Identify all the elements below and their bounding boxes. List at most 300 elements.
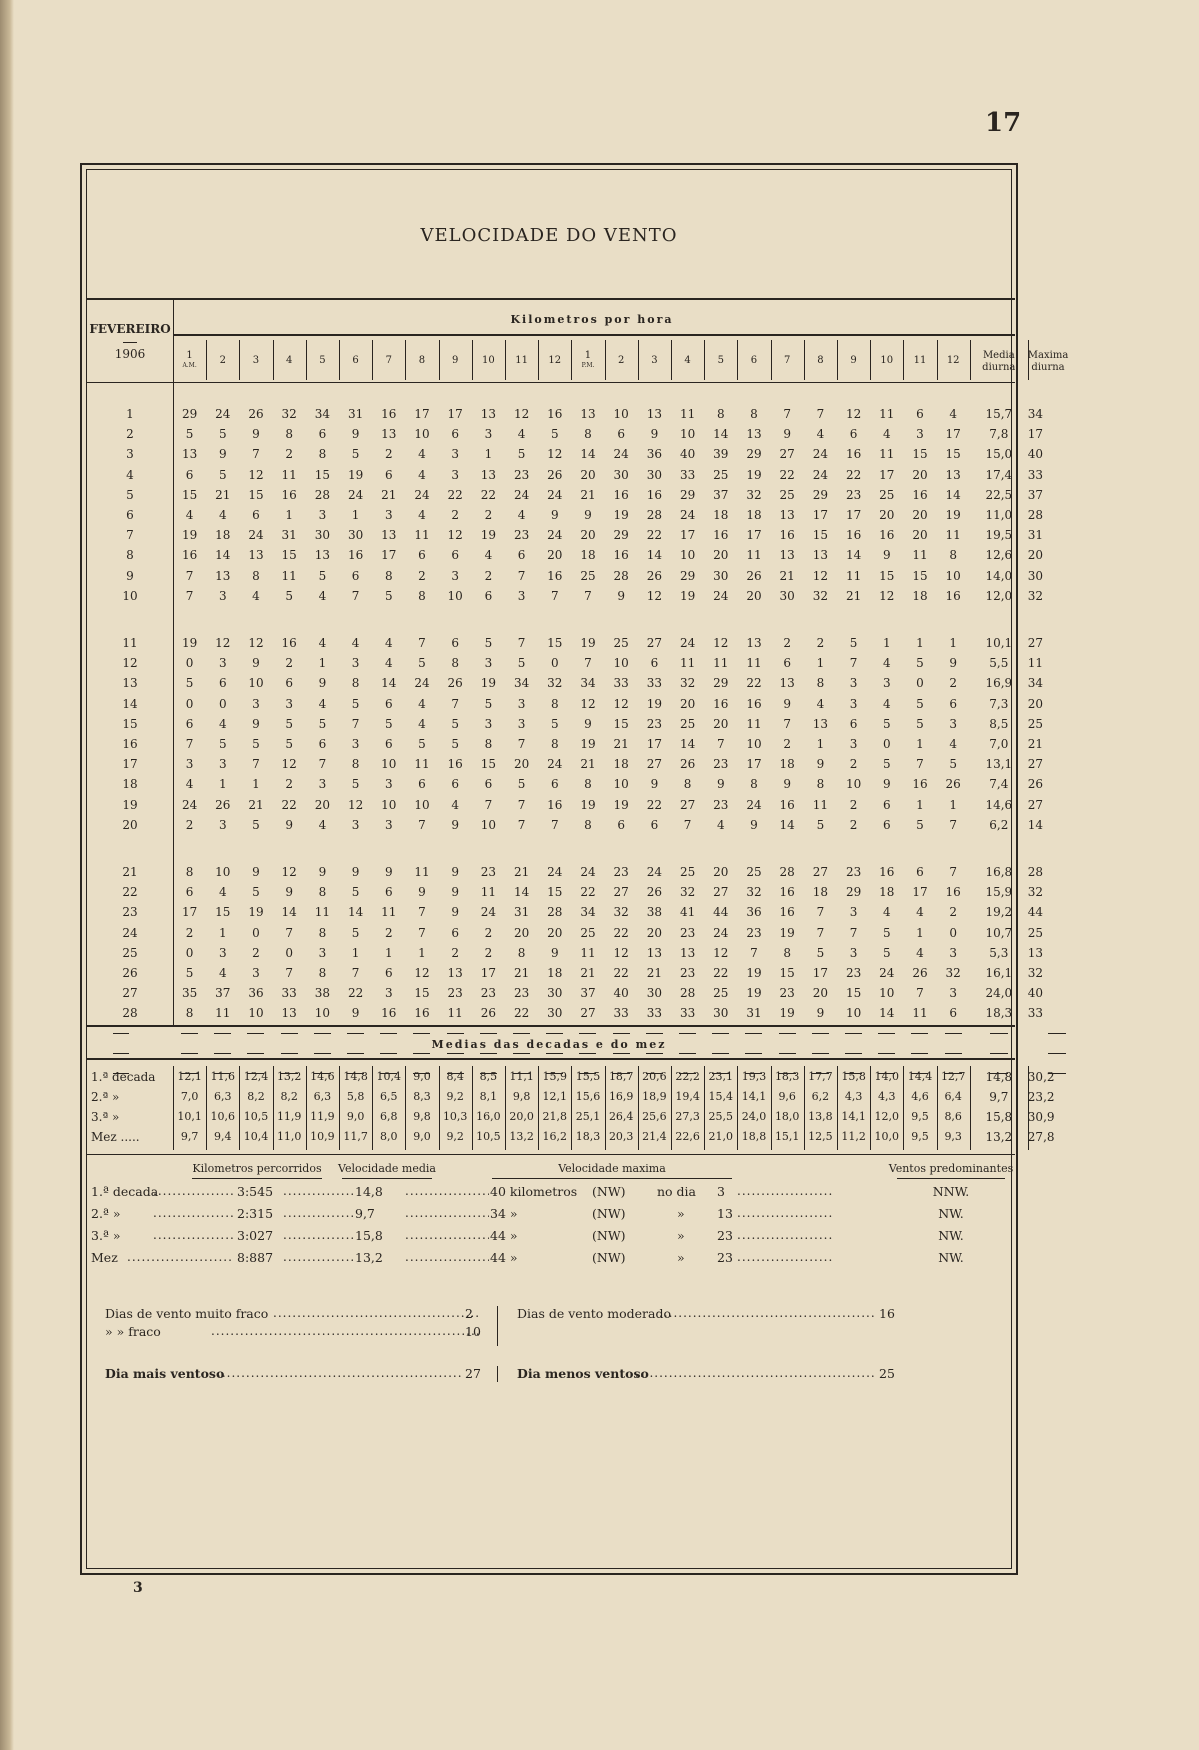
hourly-value: 6 <box>418 548 426 563</box>
hourly-value: 19 <box>181 636 198 650</box>
hourly-value: 1 <box>351 945 360 960</box>
units-header: Kilometros por hora <box>510 313 674 326</box>
hourly-value: 10 <box>945 568 961 583</box>
daily-max: 27 <box>1027 636 1044 650</box>
hourly-value: 4 <box>218 508 227 522</box>
summary-day: 13 <box>717 1206 733 1221</box>
hourly-value: 10 <box>447 588 463 603</box>
hourly-value: 28 <box>547 905 563 920</box>
daily-max: 44 <box>1027 905 1044 920</box>
hourly-value: 15 <box>181 487 198 502</box>
hourly-value: 10 <box>679 427 696 442</box>
hour-value: 12 <box>946 355 960 366</box>
day-number: 17 <box>122 757 138 772</box>
hourly-value: 16 <box>547 797 563 812</box>
empty-cell-dash <box>546 1053 563 1054</box>
empty-cell-dash <box>812 1033 829 1034</box>
hourly-value: 16 <box>281 636 297 650</box>
hourly-value: 3 <box>517 588 526 603</box>
hourly-value: 24 <box>746 797 762 812</box>
daily-max: 17 <box>1027 427 1044 442</box>
decade-hour-mean: 23,1 <box>708 1070 734 1083</box>
hourly-value: 30 <box>347 528 364 543</box>
decade-hour-mean: 8,3 <box>413 1090 431 1103</box>
hourly-value: 8 <box>318 925 327 940</box>
hourly-value: 29 <box>679 568 696 583</box>
hourly-value: 2 <box>484 925 493 940</box>
hourly-value: 2 <box>285 656 293 671</box>
hour-col-sep <box>638 340 639 380</box>
decade-hour-mean: 18,3 <box>575 1130 601 1143</box>
decade-hour-mean: 11,9 <box>310 1110 335 1123</box>
daily-mean: 14,0 <box>985 568 1013 583</box>
decade-hour-mean: 12,1 <box>542 1090 568 1103</box>
decade-label: 1.ª decada <box>91 1070 156 1084</box>
hourly-value: 6 <box>451 925 459 940</box>
hourly-value: 8 <box>750 407 758 421</box>
hourly-value: 28 <box>646 508 663 522</box>
summary-km: 3:545 <box>237 1184 274 1199</box>
hourly-value: 24 <box>513 487 530 502</box>
hourly-value: 40 <box>613 986 629 1001</box>
hourly-value: 3 <box>318 777 327 792</box>
empty-cell-dash <box>447 1033 464 1034</box>
hourly-value: 32 <box>679 676 696 691</box>
decade-hour-mean: 22,6 <box>675 1130 700 1143</box>
month-label: FEVEREIRO <box>89 322 171 336</box>
hourly-value: 39 <box>713 447 729 462</box>
hourly-value: 24 <box>547 487 563 502</box>
hour-col-sep <box>671 340 672 380</box>
hourly-value: 7 <box>949 817 957 832</box>
hourly-value: 6 <box>617 427 625 442</box>
day-number: 1 <box>126 407 134 421</box>
hourly-value: 17 <box>447 407 463 421</box>
hourly-value: 17 <box>480 966 497 980</box>
decade-hour-mean: 10,1 <box>177 1110 202 1123</box>
decade-hour-mean: 15,1 <box>774 1130 800 1143</box>
daily-max: 32 <box>1027 966 1044 980</box>
hourly-value: 15 <box>414 986 430 1001</box>
hourly-value: 7 <box>750 945 758 960</box>
hourly-value: 9 <box>318 676 327 691</box>
book-spine <box>0 0 14 1750</box>
summary-head-vp-underline <box>897 1178 1005 1179</box>
hourly-value: 17 <box>381 548 397 563</box>
hourly-value: 10 <box>679 548 696 563</box>
empty-cell-dash <box>579 1033 596 1034</box>
day-number: 25 <box>122 945 138 960</box>
decade-hour-mean: 9,8 <box>512 1090 531 1103</box>
hourly-value: 29 <box>713 676 729 691</box>
hourly-value: 2 <box>816 636 825 650</box>
hourly-value: 13 <box>779 508 795 522</box>
decade-hour-mean: 16,9 <box>608 1090 634 1103</box>
hourly-value: 11 <box>879 407 895 421</box>
hourly-value: 7 <box>418 636 426 650</box>
hourly-value: 6 <box>451 427 459 442</box>
hourly-value: 2 <box>285 447 293 462</box>
hourly-value: 25 <box>679 716 696 731</box>
hourly-value: 17 <box>879 467 895 482</box>
hourly-value: 3 <box>384 986 393 1001</box>
hourly-value: 32 <box>281 407 297 421</box>
hourly-value: 38 <box>314 986 331 1001</box>
hourly-value: 38 <box>646 905 663 920</box>
decade-hour-mean: 8,1 <box>479 1090 498 1103</box>
summary-dir: (NW) <box>592 1206 626 1221</box>
hourly-value: 16 <box>613 548 629 563</box>
daily-max: 31 <box>1027 528 1044 543</box>
empty-cell-dash <box>413 1053 430 1054</box>
hourly-value: 1 <box>949 636 957 650</box>
hourly-value: 16 <box>945 588 961 603</box>
empty-cell-dash <box>679 1053 696 1054</box>
hourly-value: 30 <box>547 1006 563 1021</box>
hourly-value: 7 <box>451 696 459 711</box>
hourly-value: 5 <box>252 817 260 832</box>
hourly-value: 19 <box>746 986 762 1001</box>
hourly-value: 15 <box>314 467 331 482</box>
ampm-label: P.M. <box>581 362 595 369</box>
hourly-value: 3 <box>916 427 924 442</box>
hour-value: 7 <box>784 355 791 366</box>
hourly-value: 7 <box>418 817 426 832</box>
decade-hour-mean: 9,3 <box>944 1130 962 1143</box>
decade-hour-mean: 12,7 <box>940 1070 966 1083</box>
hourly-value: 8 <box>584 817 592 832</box>
hourly-value: 20 <box>713 865 729 879</box>
hourly-value: 6 <box>285 676 293 691</box>
decade-hour-mean: 25,1 <box>575 1110 601 1123</box>
hourly-value: 18 <box>613 757 629 772</box>
hourly-value: 4 <box>318 636 327 650</box>
hourly-value: 6 <box>185 716 194 731</box>
hourly-value: 17 <box>746 528 762 543</box>
hourly-value: 2 <box>949 905 957 920</box>
hourly-value: 4 <box>949 737 957 751</box>
hourly-value: 8 <box>550 737 559 751</box>
hourly-value: 7 <box>550 588 559 603</box>
hourly-value: 10 <box>381 797 397 812</box>
hourly-value: 27 <box>646 757 663 772</box>
hourly-value: 11 <box>679 407 696 421</box>
decade-hour-mean: 25,6 <box>642 1110 667 1123</box>
hourly-value: 5 <box>882 925 891 940</box>
hourly-value: 3 <box>451 568 459 583</box>
summary-km: 8:887 <box>237 1250 274 1265</box>
hourly-value: 4 <box>185 777 194 792</box>
hourly-value: 27 <box>713 885 729 900</box>
decade-hour-mean: 9,4 <box>214 1130 232 1143</box>
hour-header <box>173 350 206 369</box>
hourly-value: 0 <box>882 737 891 751</box>
hourly-value: 3 <box>384 777 393 792</box>
hourly-value: 8 <box>318 447 327 462</box>
hourly-value: 0 <box>185 696 194 711</box>
hourly-value: 5 <box>816 817 825 832</box>
hourly-value: 12 <box>646 588 663 603</box>
summary-day: 23 <box>717 1250 733 1265</box>
hourly-value: 19 <box>613 797 629 812</box>
hour-col-sep <box>239 340 240 380</box>
decade-hour-mean: 14,4 <box>907 1070 933 1083</box>
hourly-value: 5 <box>285 588 293 603</box>
hourly-value: 6 <box>451 636 459 650</box>
hourly-value: 8 <box>185 1006 194 1021</box>
hour-col-sep <box>339 340 340 380</box>
hourly-value: 16 <box>713 528 729 543</box>
hourly-value: 16 <box>414 1006 430 1021</box>
hourly-value: 22 <box>646 797 663 812</box>
hourly-value: 9 <box>451 905 459 920</box>
daily-max: 37 <box>1027 487 1044 502</box>
decade-label: Mez ..... <box>91 1130 140 1144</box>
day-number: 22 <box>122 885 138 900</box>
decade-hour-mean: 16,0 <box>476 1110 501 1123</box>
hourly-value: 23 <box>613 865 629 879</box>
footer-label: Dia mais ventoso <box>105 1366 225 1381</box>
decade-hour-mean: 9,2 <box>446 1090 464 1103</box>
hourly-value: 10 <box>613 407 629 421</box>
decade-col-sep <box>671 1066 672 1150</box>
decade-mean: 14,8 <box>985 1070 1013 1084</box>
hourly-value: 26 <box>547 467 563 482</box>
summary-head-vmax-underline <box>492 1178 732 1179</box>
hourly-value: 24 <box>646 865 663 879</box>
decade-hour-mean: 14,8 <box>343 1070 368 1083</box>
hour-col-sep <box>704 340 705 380</box>
empty-cell-dash <box>945 1033 962 1034</box>
hourly-value: 16 <box>845 447 862 462</box>
hourly-value: 2 <box>384 925 393 940</box>
hourly-value: 12 <box>248 636 264 650</box>
hourly-value: 16 <box>613 487 629 502</box>
empty-cell-dash <box>911 1033 928 1034</box>
decade-hour-mean: 10,3 <box>442 1110 468 1123</box>
hourly-value: 3 <box>484 656 493 671</box>
daily-mean: 11,0 <box>985 508 1013 522</box>
summary-head-km: Kilometros percorridos <box>192 1162 322 1175</box>
hourly-value: 11 <box>812 797 829 812</box>
hourly-value: 8 <box>484 737 493 751</box>
hourly-value: 1 <box>882 636 891 650</box>
empty-cell-dash <box>878 1033 895 1034</box>
decade-hour-mean: 8,5 <box>479 1070 498 1083</box>
hourly-value: 6 <box>318 737 327 751</box>
footer-label: Dias de vento moderado <box>517 1306 671 1321</box>
hourly-value: 20 <box>912 528 928 543</box>
hourly-value: 4 <box>816 427 825 442</box>
hourly-value: 10 <box>845 1006 862 1021</box>
hourly-value: 13 <box>447 966 463 980</box>
hourly-value: 3 <box>849 905 858 920</box>
hourly-value: 30 <box>713 1006 729 1021</box>
decade-col-sep <box>870 1066 871 1150</box>
table-inner-frame <box>86 169 1069 1569</box>
hourly-value: 8 <box>252 568 260 583</box>
hourly-value: 0 <box>550 656 559 671</box>
hourly-value: 8 <box>716 407 725 421</box>
day-number: 13 <box>122 676 138 691</box>
hourly-value: 5 <box>949 757 957 772</box>
hourly-value: 10 <box>314 1006 331 1021</box>
empty-cell-dash <box>281 1033 298 1034</box>
hour-header <box>671 355 704 367</box>
hourly-value: 7 <box>517 817 526 832</box>
medias-underline <box>87 1058 1015 1060</box>
hour-col-sep <box>306 340 307 380</box>
hourly-value: 21 <box>513 966 530 980</box>
decade-col-sep <box>206 1066 207 1150</box>
hourly-value: 6 <box>185 467 194 482</box>
hourly-value: 3 <box>849 945 858 960</box>
hourly-value: 22 <box>480 487 497 502</box>
footer-divider <box>497 1306 498 1346</box>
hourly-value: 10 <box>480 817 497 832</box>
hourly-value: 23 <box>513 467 530 482</box>
hourly-value: 19 <box>248 905 264 920</box>
hourly-value: 10 <box>414 797 430 812</box>
decade-hour-mean: 10,5 <box>243 1110 269 1123</box>
hourly-value: 3 <box>882 676 891 691</box>
hourly-value: 7 <box>185 737 194 751</box>
hour-value: 11 <box>913 355 927 366</box>
hourly-value: 33 <box>646 676 663 691</box>
decade-hour-mean: 14,1 <box>741 1090 767 1103</box>
hourly-value: 23 <box>679 966 696 980</box>
hourly-value: 4 <box>916 905 924 920</box>
hourly-value: 9 <box>451 817 459 832</box>
hourly-value: 35 <box>181 986 198 1001</box>
hourly-value: 6 <box>185 885 194 900</box>
daily-mean: 10,7 <box>985 925 1013 940</box>
empty-max-dash <box>1048 1033 1066 1034</box>
hourly-value: 16 <box>646 487 663 502</box>
hour-col-sep <box>372 340 373 380</box>
hourly-value: 0 <box>949 925 957 940</box>
daily-max: 40 <box>1027 447 1044 462</box>
summary-dir: (NW) <box>592 1184 626 1199</box>
hourly-value: 2 <box>418 568 426 583</box>
footer-value: 16 <box>879 1306 895 1321</box>
hourly-value: 7 <box>285 966 293 980</box>
hourly-value: 13 <box>746 636 762 650</box>
decade-hour-mean: 9,6 <box>778 1090 796 1103</box>
hourly-value: 13 <box>779 548 795 563</box>
hourly-value: 21 <box>646 966 663 980</box>
decade-hour-mean: 9,8 <box>413 1110 431 1123</box>
hourly-value: 12 <box>580 696 596 711</box>
hourly-value: 13 <box>480 407 497 421</box>
hourly-value: 8 <box>683 777 692 792</box>
hourly-value: 11 <box>580 945 596 960</box>
empty-day-dash <box>113 1053 129 1054</box>
decade-col-sep <box>638 1066 639 1150</box>
hourly-value: 30 <box>613 467 629 482</box>
hourly-value: 4 <box>517 427 526 442</box>
hourly-value: 3 <box>252 966 260 980</box>
hourly-value: 12 <box>513 407 530 421</box>
empty-cell-dash <box>314 1053 331 1054</box>
hourly-value: 3 <box>517 716 526 731</box>
decade-col-sep <box>439 1066 440 1150</box>
hourly-value: 15 <box>912 447 928 462</box>
hourly-value: 26 <box>646 568 663 583</box>
hourly-value: 13 <box>746 427 762 442</box>
decade-hour-mean: 12,1 <box>177 1070 202 1083</box>
hourly-value: 5 <box>252 885 260 900</box>
hourly-value: 8 <box>584 427 592 442</box>
hourly-value: 15 <box>480 757 497 772</box>
decade-col-sep <box>903 1066 904 1150</box>
hourly-value: 5 <box>351 777 360 792</box>
hourly-value: 6 <box>849 716 858 731</box>
hourly-value: 9 <box>584 716 592 731</box>
hourly-value: 16 <box>381 407 397 421</box>
hourly-value: 8 <box>451 656 459 671</box>
hourly-value: 32 <box>746 885 762 900</box>
daily-mean: 12,6 <box>985 548 1013 563</box>
decade-hour-mean: 20,6 <box>642 1070 667 1083</box>
hourly-value: 19 <box>746 966 762 980</box>
hourly-value: 2 <box>185 925 194 940</box>
hourly-value: 1 <box>816 656 825 671</box>
summary-dots <box>737 1184 832 1198</box>
hourly-value: 20 <box>547 548 563 563</box>
hourly-value: 28 <box>779 865 795 879</box>
hour-header <box>704 355 737 367</box>
hourly-value: 9 <box>451 865 459 879</box>
hourly-value: 9 <box>451 885 459 900</box>
hourly-value: 12 <box>613 945 629 960</box>
hourly-value: 5 <box>384 588 393 603</box>
hour-header <box>571 350 604 369</box>
hourly-value: 11 <box>381 905 397 920</box>
hourly-value: 7 <box>517 568 526 583</box>
hourly-value: 9 <box>384 865 393 879</box>
day-number: 10 <box>122 588 138 603</box>
hourly-value: 13 <box>381 528 397 543</box>
day-number: 28 <box>122 1006 138 1021</box>
decade-max: 30,9 <box>1027 1110 1055 1124</box>
decade-hour-mean: 26,4 <box>608 1110 634 1123</box>
daily-max: 25 <box>1027 716 1044 731</box>
hourly-value: 28 <box>613 568 629 583</box>
hourly-value: 8 <box>517 945 526 960</box>
hourly-value: 2 <box>384 447 393 462</box>
decade-hour-mean: 11,0 <box>276 1130 302 1143</box>
hourly-value: 3 <box>218 817 227 832</box>
decade-hour-mean: 9,0 <box>346 1110 365 1123</box>
hourly-value: 5 <box>816 945 825 960</box>
hourly-value: 6 <box>384 966 393 980</box>
day-number: 6 <box>126 508 134 522</box>
hourly-value: 20 <box>713 548 729 563</box>
hourly-value: 13 <box>779 676 795 691</box>
hourly-value: 3 <box>185 757 194 772</box>
decade-hour-mean: 8,0 <box>380 1130 398 1143</box>
hourly-value: 9 <box>584 508 592 522</box>
hourly-value: 5 <box>882 945 891 960</box>
hourly-value: 3 <box>218 588 227 603</box>
hourly-value: 11 <box>215 1006 231 1021</box>
hourly-value: 30 <box>779 588 795 603</box>
hourly-value: 24 <box>812 467 829 482</box>
hour-value: 10 <box>482 355 495 366</box>
hour-value: 3 <box>651 355 658 366</box>
hour-header <box>306 355 339 367</box>
